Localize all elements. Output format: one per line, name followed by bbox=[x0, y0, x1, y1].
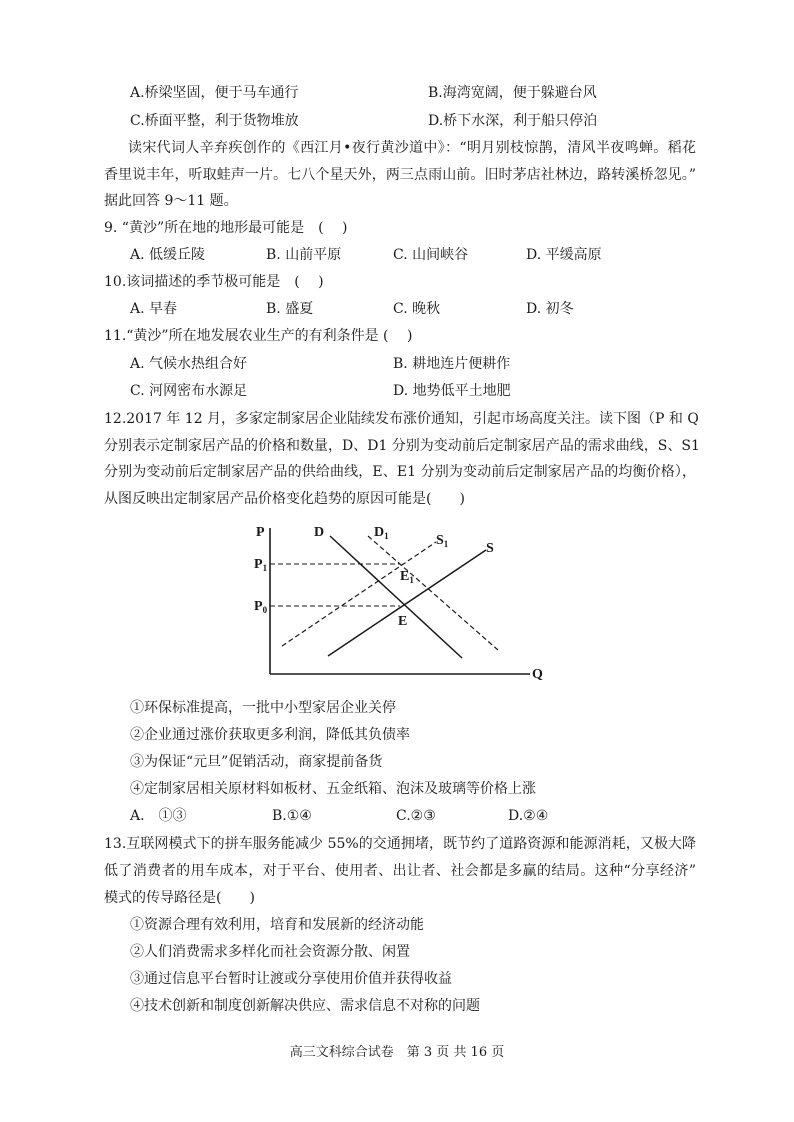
q12-item-2: ②企业通过涨价获取更多利润，降低其负债率 bbox=[130, 727, 410, 743]
s-label: S bbox=[486, 541, 494, 556]
q13-item-2: ②人们消费需求多样化而社会资源分散、闲置 bbox=[130, 944, 410, 960]
q8-option-a: A.桥梁坚固，便于马车通行 bbox=[130, 85, 299, 101]
q13-stem-line-2: 低了消费者的用车成本，对于平台、使用者、出让者、社会都是多赢的结局。这种“分享经济” bbox=[104, 863, 696, 879]
supply-curve-s bbox=[328, 550, 486, 656]
page-footer: 高三文科综合试卷 第 3 页 共 16 页 bbox=[289, 1045, 505, 1060]
q10-option-a: A. 早春 bbox=[130, 301, 178, 317]
q12-stem-line-1: 12.2017 年 12 月，多家定制家居企业陆续发布涨价通知，引起市场高度关注。读下图（P 和 Q bbox=[104, 411, 699, 427]
q12-item-3: ③为保证“元旦”促销活动，商家提前备货 bbox=[130, 754, 383, 770]
demand-curve-d bbox=[330, 536, 462, 658]
q12-option-a: A. ①③ bbox=[130, 808, 187, 824]
d1-label: $D_1$ bbox=[374, 525, 389, 541]
q9-stem: 9. “黄沙”所在地的地形最可能是 ( ) bbox=[104, 220, 348, 236]
p1-label: $P_1$ bbox=[254, 557, 268, 573]
q12-option-b: B.①④ bbox=[272, 808, 312, 824]
q11-option-a: A. 气候水热组合好 bbox=[130, 356, 248, 372]
q12-option-c: C.②③ bbox=[396, 808, 436, 824]
e1-label: $E_1$ bbox=[400, 569, 414, 585]
q8-option-c: C.桥面平整，利于货物堆放 bbox=[130, 113, 299, 129]
demand-curve-d1 bbox=[368, 536, 498, 650]
q11-option-b: B. 耕地连片便耕作 bbox=[393, 356, 511, 372]
y-axis-label: P bbox=[256, 525, 265, 540]
intro-line-3: 据此回答 9～11 题。 bbox=[104, 193, 238, 209]
x-axis-label: Q bbox=[532, 667, 543, 682]
q9-option-a: A. 低缓丘陵 bbox=[130, 247, 206, 263]
q13-stem-line-1: 13.互联网模式下的拼车服务能减少 55%的交通拥堵，既节约了道路资源和能源消耗，又极大降 bbox=[104, 836, 696, 852]
q12-item-4: ④定制家居相关原材料如板材、五金纸箱、泡沫及玻璃等价格上涨 bbox=[130, 781, 536, 797]
q11-stem: 11.“黄沙”所在地发展农业生产的有利条件是 ( ) bbox=[104, 328, 413, 344]
q13-item-3: ③通过信息平台暂时让渡或分享使用价值并获得收益 bbox=[130, 971, 452, 987]
supply-demand-graph bbox=[240, 518, 560, 688]
q9-option-b: B. 山前平原 bbox=[266, 247, 342, 263]
intro-line-1: 读宋代词人辛弃疾创作的《西江月•夜行黄沙道中》：“明月别枝惊鹊，清风半夜鸣蝉。稻花 bbox=[128, 140, 696, 156]
q12-option-d: D.②④ bbox=[508, 808, 549, 824]
q13-item-4: ④技术创新和制度创新解决供应、需求信息不对称的问题 bbox=[130, 998, 480, 1014]
e-label: E bbox=[398, 614, 408, 629]
q12-stem-line-3: 分别为变动前后定制家居产品的供给曲线，E、E1 分别为变动前后定制家居产品的均衡价格）， bbox=[104, 464, 696, 480]
q9-option-c: C. 山间峡谷 bbox=[393, 247, 469, 263]
d-label: D bbox=[314, 525, 325, 540]
q12-stem-line-4: 从图反映出定制家居产品价格变化趋势的原因可能是( ) bbox=[104, 491, 465, 507]
q13-item-1: ①资源合理有效利用，培育和发展新的经济动能 bbox=[130, 917, 424, 933]
q13-stem-line-3: 模式的传导路径是( ) bbox=[104, 890, 255, 906]
q11-option-c: C. 河网密布水源足 bbox=[130, 383, 248, 399]
q9-option-d: D. 平缓高原 bbox=[526, 247, 602, 263]
q10-option-b: B. 盛夏 bbox=[266, 301, 314, 317]
q8-option-d: D.桥下水深，利于船只停泊 bbox=[428, 113, 598, 129]
q8-option-b: B.海湾宽阔，便于躲避台风 bbox=[428, 85, 597, 101]
supply-curve-s1 bbox=[282, 542, 436, 646]
q10-stem: 10.该词描述的季节极可能是 ( ) bbox=[104, 274, 324, 290]
q10-option-c: C. 晚秋 bbox=[393, 301, 441, 317]
q10-option-d: D. 初冬 bbox=[526, 301, 574, 317]
intro-line-2: 香里说丰年，听取蛙声一片。七八个星天外，两三点雨山前。旧时茅店社林边，路转溪桥忽见。” bbox=[104, 167, 696, 183]
q12-item-1: ①环保标准提高，一批中小型家居企业关停 bbox=[130, 700, 396, 716]
p0-label: $P_0$ bbox=[254, 599, 268, 615]
q12-stem-line-2: 分别表示定制家居产品的价格和数量，D、D1 分别为变动前后定制家居产品的需求曲线，S、S1 bbox=[104, 438, 700, 454]
s1-label: $S_1$ bbox=[436, 533, 449, 549]
q11-option-d: D. 地势低平土地肥 bbox=[393, 383, 511, 399]
